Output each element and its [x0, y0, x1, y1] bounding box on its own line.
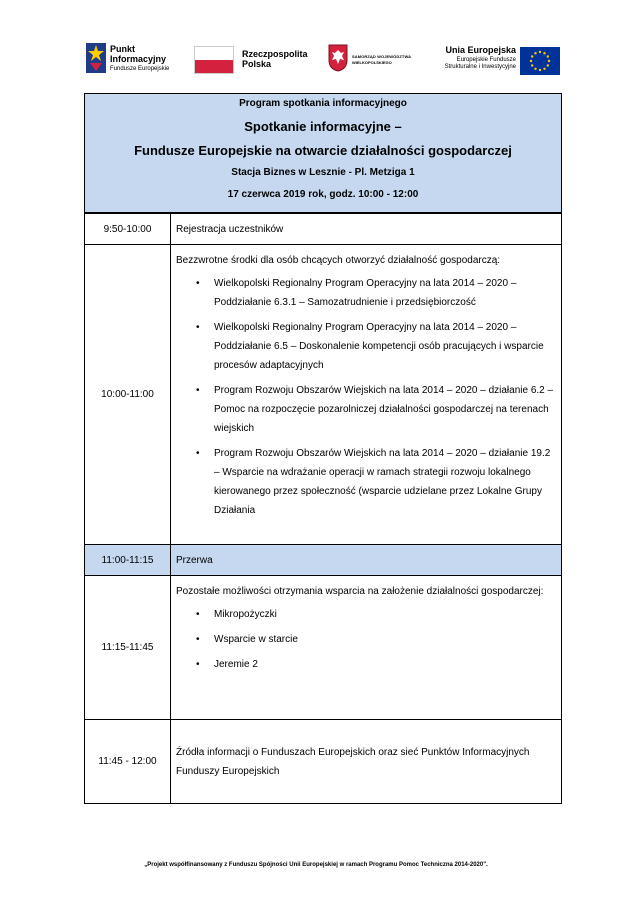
list-item	[196, 630, 555, 649]
punkt-logo-line1: Punkt	[110, 44, 136, 54]
list-item-text: Wielkopolski Regionalny Program Operacyjny na lata 2014 – 2020 – Poddziałanie 6.5 – Doskonalenie kompetencji osób pracujących i wsparcie procesów adaptacyjnych	[214, 322, 544, 371]
agenda-item-text: Pozostałe możliwości otrzymania wsparcia na założenie działalności gospodarczej:	[176, 586, 544, 597]
agenda-item-cell	[171, 245, 562, 545]
list-item-text: Wielkopolski Regionalny Program Operacyjny na lata 2014 – 2020 – Poddziałanie 6.3.1 – Samozatrudnienie i przedsiębiorczość	[214, 278, 517, 308]
punkt-logo-line3: Fundusze Europejskie	[110, 66, 170, 72]
agenda-row-break	[85, 545, 562, 576]
wielkopolska-logo	[328, 40, 428, 80]
agenda-table	[84, 213, 562, 804]
list-item-text: Mikropożyczki	[214, 609, 277, 620]
rp-logo-line2: Polska	[242, 59, 272, 69]
agenda-item-text: Źródła informacji o Funduszach Europejskich oraz sieć Punktów Informacyjnych Funduszy Europejskich	[171, 720, 562, 804]
list-item-text: Program Rozwoju Obszarów Wiejskich na lata 2014 – 2020 – działanie 6.2 – Pomoc na rozpoczęcie pozarolniczej działalności gospodarczej na terenach wiejskich	[214, 385, 554, 434]
agenda-row	[85, 720, 562, 804]
list-item	[196, 444, 555, 520]
eu-flag-icon	[520, 47, 560, 75]
agenda-row	[85, 214, 562, 245]
agenda-time: 11:00-11:15	[85, 545, 171, 576]
list-item	[196, 605, 555, 624]
agenda-time: 9:50-10:00	[85, 214, 171, 245]
list-item	[196, 381, 555, 438]
punkt-informacyjny-logo	[84, 40, 184, 80]
meeting-title: Spotkanie informacyjne –	[244, 119, 402, 134]
agenda-sublist	[176, 605, 555, 674]
program-subtitle: Program spotkania informacyjnego	[239, 98, 407, 109]
bullet-icon: •	[196, 385, 200, 396]
bullet-icon: •	[196, 609, 200, 620]
rzeczpospolita-polska-logo	[194, 40, 308, 80]
rp-logo-line1: Rzeczpospolita	[242, 49, 308, 59]
meeting-topic: Fundusze Europejskie na otwarcie działalności gospodarczej	[134, 143, 512, 158]
bullet-icon: •	[196, 634, 200, 645]
bullet-icon: •	[196, 322, 200, 333]
logo-bar	[84, 40, 562, 80]
list-item	[196, 318, 555, 375]
bullet-icon: •	[196, 448, 200, 459]
agenda-time: 10:00-11:00	[85, 245, 171, 545]
agenda-item-cell	[171, 576, 562, 720]
bullet-icon: •	[196, 659, 200, 670]
ue-logo-line1: Unia Europejska	[445, 45, 516, 55]
list-item	[196, 274, 555, 312]
fundusze-europejskie-star-icon	[86, 43, 106, 73]
agenda-item-text: Rejestracja uczestników	[171, 214, 562, 245]
list-item-text: Wsparcie w starcie	[214, 634, 298, 645]
cofinancing-footer: „Projekt współfinansowany z Funduszu Spójności Unii Europejskiej w ramach Programu Pomoc Techniczna 2014-2020".	[144, 862, 488, 868]
punkt-logo-line2: Informacyjny	[110, 54, 167, 64]
agenda-time: 11:15-11:45	[85, 576, 171, 720]
agenda-sublist	[176, 274, 555, 520]
unia-europejska-logo	[440, 40, 562, 80]
ue-logo-line3: Strukturalne i Inwestycyjne	[444, 64, 516, 70]
list-item-text: Program Rozwoju Obszarów Wiejskich na lata 2014 – 2020 – działanie 19.2 – Wsparcie na wdrażanie operacji w ramach strategii rozwoju lokalnego kierowanego przez społeczność (wsparcie udzielane przez Lokalne Grupy Działania	[214, 448, 551, 516]
wielkopolska-logo-line2: WIELKOPOLSKIEGO	[352, 60, 392, 65]
meeting-date-time: 17 czerwca 2019 rok, godz. 10:00 - 12:00	[227, 189, 419, 200]
wielkopolska-logo-line1: SAMORZĄD WOJEWÓDZTWA	[352, 54, 412, 59]
agenda-item-text: Przerwa	[171, 545, 562, 576]
agenda-time: 11:45 - 12:00	[85, 720, 171, 804]
agenda-row	[85, 245, 562, 545]
agenda-row	[85, 576, 562, 720]
list-item	[196, 655, 555, 674]
meeting-location: Stacja Biznes w Lesznie - Pl. Metziga 1	[231, 167, 415, 178]
ue-logo-line2: Europejskie Fundusze	[456, 57, 516, 63]
bullet-icon: •	[196, 278, 200, 289]
program-header	[84, 93, 562, 213]
list-item-text: Jeremie 2	[214, 659, 258, 670]
agenda-item-text: Bezzwrotne środki dla osób chcących otworzyć działalność gospodarczą:	[176, 255, 501, 266]
wielkopolska-eagle-shield-icon	[328, 44, 348, 72]
polish-flag-icon	[194, 46, 234, 74]
